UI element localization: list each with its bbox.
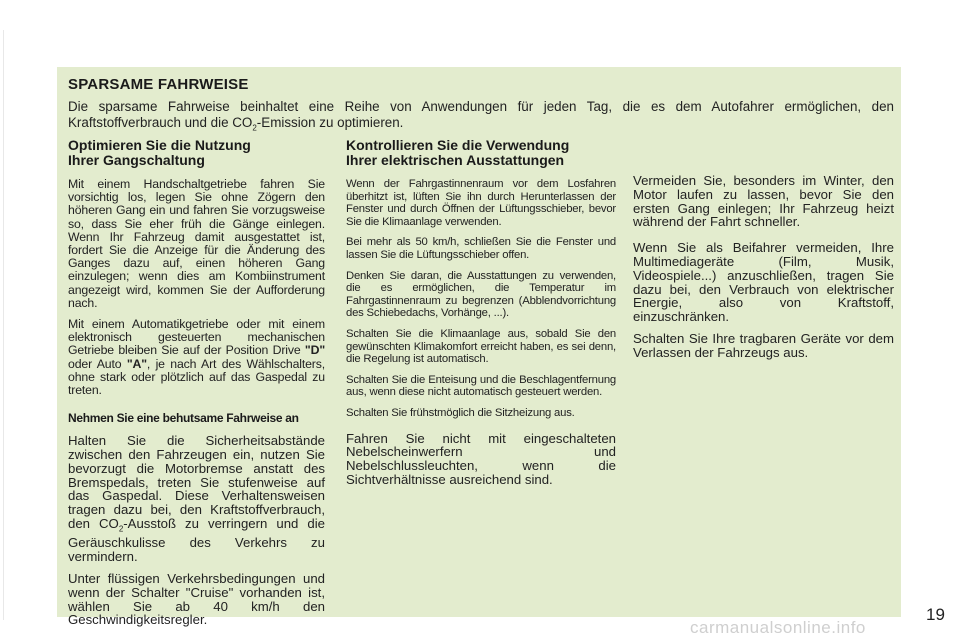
paragraph-fog-lights: Fahren Sie nicht mit eingeschalteten Nebelscheinwerfern und Nebelschlussleuchten, wenn die Sichtverhältnisse ausreichend sind. [346,430,616,487]
watermark: carmanualsonline.info [690,618,866,637]
paragraph-ventilate: Wenn der Fahrgastinnenraum vor dem Losfahren überhitzt ist, lüften Sie ihn durch Herunterlassen der Fenster und durch Öffnen der Lüftungsschieber, bevor Sie die Klimaanlage verwenden. [346,178,616,228]
paragraph-cruise-control: Unter flüssigen Verkehrsbedingungen und wenn der Schalter "Cruise" vorhanden ist, wählen Sie ab 40 km/h den Geschwindigkeitsregler. [68,571,325,628]
drive-label: "D" [304,343,325,358]
paragraph-seat-heating: Schalten Sie frühstmöglich die Sitzheizung aus. [346,406,575,419]
column-misc [633,174,894,368]
heading-gearshift [68,138,325,168]
heading-gearshift-line1: Optimieren Sie die Nutzung [68,137,251,153]
page-edge-rule [3,30,4,620]
heading-electrical-line2: Ihrer elektrischen Ausstattungen [346,152,565,168]
auto-text-b: oder Auto [68,356,127,371]
heading-electrical-line1: Kontrollieren Sie die Verwendung [346,137,570,153]
intro-text-a: Die sparsame Fahrweise beinhaltet eine Reihe von Anwendungen für jeden Tag, die es dem Autofahrer ermöglichen, den Kraftstoffverbrauch und die CO [68,99,894,130]
intro-paragraph [68,99,894,137]
paragraph-defrost: Schalten Sie die Enteisung und die Beschlagentfernung aus, wenn diese nicht automatisch gesteuert werden. [346,373,616,399]
paragraph-close-windows: Bei mehr als 50 km/h, schließen Sie die Fenster und lassen Sie die Lüftungsschieber offen. [346,236,616,261]
safety-subscript: 2 [118,524,124,534]
heading-careful-driving: Nehmen Sie eine behutsame Fahrweise an [68,411,299,426]
intro-subscript: 2 [252,123,257,133]
page-number: 19 [926,605,945,624]
safety-text-a: Halten Sie die Sicherheitsabstände zwischen den Fahrzeugen ein, nutzen Sie bevorzugt die Motorbremse anstatt des Bremspedals, treten Sie stufenweise auf das Gaspedal. Diese Verhaltensweisen tragen dazu bei, den Kraftstoffverbrauch, den CO [68,433,325,532]
page-title: SPARSAME FAHRWEISE [68,76,249,93]
column-electrical [346,138,616,495]
auto-text-a: Mit einem Automatikgetriebe oder mit einem elektronisch gesteuerten mechanischen Getriebe bleiben Sie auf der Position Drive [68,317,325,358]
paragraph-limit-temperature: Denken Sie daran, die Ausstattungen zu verwenden, die es ermöglichen, die Temperatur im Fahrgastinnenraum zu begrenzen (Abblendvorrichtung des Schiebedachs, Vorhänge, ...). [346,269,616,320]
intro-text-b: -Emission zu optimieren. [256,115,404,130]
paragraph-winter-engine: Vermeiden Sie, besonders im Winter, den Motor laufen zu lassen, bevor Sie den ersten Gang einlegen; Ihr Fahrzeug heizt während der Fahrt schneller. [633,173,894,230]
paragraph-safety-distance [68,434,325,564]
paragraph-manual-gearbox: Mit einem Handschaltgetriebe fahren Sie vorsichtig los, legen Sie ohne Zögern den höheren Gang ein und fahren Sie vorzugsweise so, dass Sie eher früh die Gänge einlegen. Wenn Ihr Fahrzeug damit ausgestattet ist, fordert Sie die Anzeige für die Änderung des Ganges dazu auf, einen höheren Gang einzulegen; wenn dies am Kombiinstrument angezeigt wird, kommen Sie der Aufforderung nach. [68,177,325,310]
paragraph-multimedia: Wenn Sie als Beifahrer vermeiden, Ihre Multimediageräte (Film, Musik, Videospiele...) anzuschließen, tragen Sie dazu bei, den Verbrauch von elektrischer Energie, also von Kraftstoff, einzuschränken. [633,240,894,325]
auto-label: "A" [126,356,147,371]
heading-gearshift-line2: Ihrer Gangschaltung [68,152,205,168]
auto-text-c: , je nach Art des Wählschalters, ohne stark oder plötzlich auf das Gaspedal zu treten. [68,356,326,398]
paragraph-air-conditioning: Schalten Sie die Klimaanlage aus, sobald Sie den gewünschten Klimakomfort erreicht haben, es sei denn, die Regelung ist automatisch. [346,327,616,366]
safety-text-b: -Ausstoß zu verringern und die Geräuschkulisse des Verkehrs zu vermindern. [68,516,325,565]
paragraph-portable-devices: Schalten Sie Ihre tragbaren Geräte vor dem Verlassen der Fahrzeugs aus. [633,330,894,360]
paragraph-automatic-gearbox [68,318,325,397]
column-gearshift [68,138,325,635]
heading-electrical [346,138,616,168]
